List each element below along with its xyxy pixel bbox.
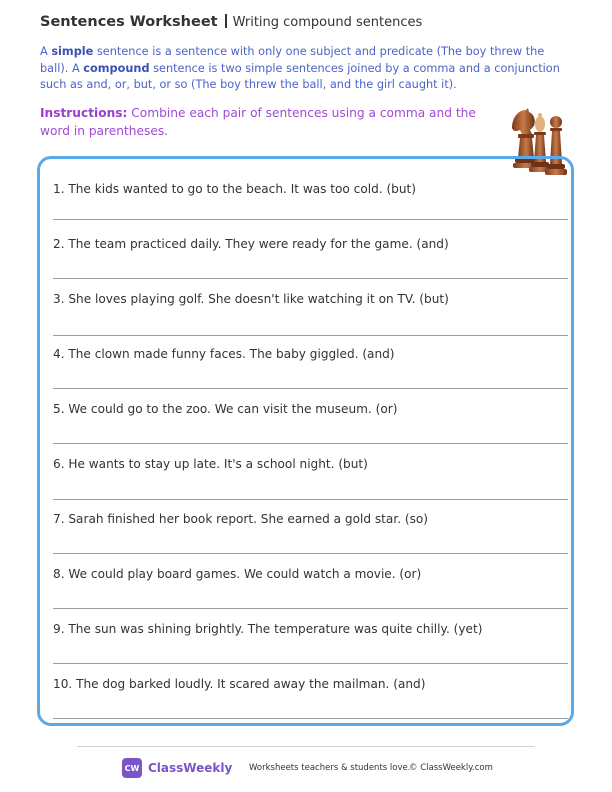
- question-text: 1. The kids wanted to go to the beach. It was too cold. (but): [53, 182, 416, 196]
- logo-text: CW: [124, 763, 140, 773]
- questions-box: [37, 156, 574, 726]
- instructions-text: Combine each pair of sentences using a comma and the word in parentheses.: [40, 106, 476, 138]
- worksheet-subtitle: Writing compound sentences: [232, 15, 423, 30]
- intro-term-compound: compound: [83, 61, 150, 75]
- answer-line[interactable]: [53, 278, 568, 279]
- intro-text-3: sentence is two simple sentences joined by a comma and a conjunction such as and, or, but, or so (The boy threw the ball, and the girl caught it).: [40, 61, 560, 91]
- page-title: [40, 14, 422, 30]
- classweekly-logo-icon: [122, 758, 142, 778]
- question-text: 7. Sarah finished her book report. She earned a gold star. (so): [53, 512, 429, 526]
- question-text: 5. We could go to the zoo. We can visit the museum. (or): [53, 402, 398, 416]
- answer-line[interactable]: [53, 443, 568, 444]
- question-text: 6. He wants to stay up late. It's a school night. (but): [53, 457, 368, 471]
- intro-text-1: A: [40, 45, 52, 58]
- answer-line[interactable]: [53, 718, 568, 719]
- answer-line[interactable]: [53, 388, 568, 389]
- question-text: 4. The clown made funny faces. The baby giggled. (and): [53, 347, 395, 361]
- question-text: 2. The team practiced daily. They were ready for the game. (and): [53, 237, 449, 251]
- question-text: 10. The dog barked loudly. It scared away the mailman. (and): [53, 677, 426, 691]
- question-text: 3. She loves playing golf. She doesn't like watching it on TV. (but): [53, 292, 449, 306]
- answer-line[interactable]: [53, 335, 568, 336]
- question-text: 8. We could play board games. We could watch a movie. (or): [53, 567, 422, 581]
- question-text: 9. The sun was shining brightly. The temperature was quite chilly. (yet): [53, 622, 483, 636]
- answer-line[interactable]: [53, 608, 568, 609]
- intro-term-simple: simple: [51, 45, 94, 58]
- footer-tagline: Worksheets teachers & students love.: [249, 763, 411, 773]
- instructions-label: Instructions:: [40, 106, 128, 120]
- answer-line[interactable]: [53, 553, 568, 554]
- answer-line[interactable]: [53, 219, 568, 220]
- answer-line[interactable]: [53, 663, 568, 664]
- intro-text-2: sentence is a sentence with only one subject and predicate (The boy threw the ball). A: [40, 45, 545, 75]
- answer-line[interactable]: [53, 499, 568, 500]
- footer-copyright: © ClassWeekly.com: [409, 763, 493, 773]
- title-divider: [225, 14, 227, 28]
- footer-brand: ClassWeekly: [148, 761, 233, 775]
- instructions: [40, 104, 490, 140]
- worksheet-title: Sentences Worksheet: [40, 14, 218, 30]
- footer-divider: [77, 746, 535, 747]
- intro-paragraph: [40, 44, 570, 94]
